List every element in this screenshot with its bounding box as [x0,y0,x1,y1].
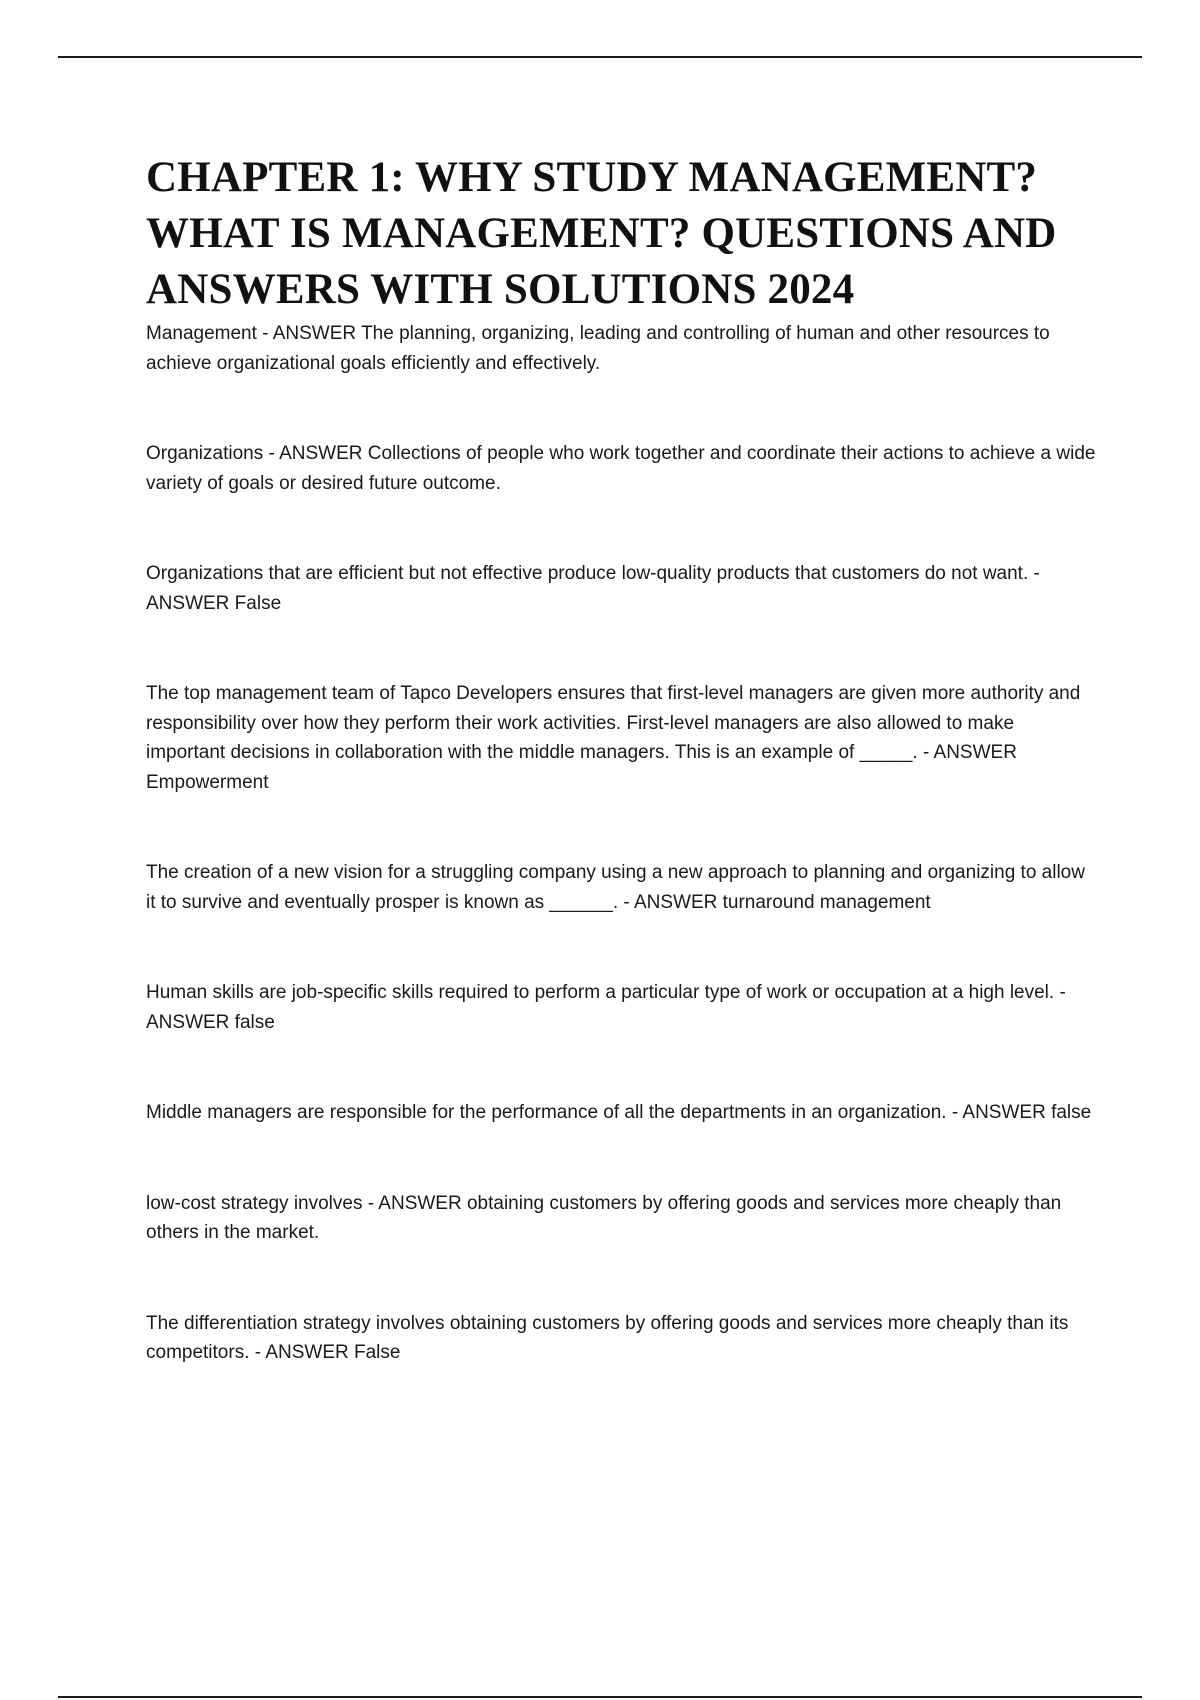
bottom-rule [58,1696,1142,1698]
document-title: CHAPTER 1: WHY STUDY MANAGEMENT? WHAT IS MANAGEMENT? QUESTIONS AND ANSWERS WITH SOLUTIONS 2024 [146,154,1057,313]
qa-entry-organizations: Organizations - ANSWER Collections of people who work together and coordinate their actions to achieve a wide variety of goals or desired future outcome. [146,443,1096,494]
qa-entry-turnaround-management: The creation of a new vision for a struggling company using a new approach to planning and organizing to allow it to survive and eventually prosper is known as ______. - ANSWER turnaround management [146,862,1085,913]
qa-entry-efficient-not-effective: Organizations that are efficient but not effective produce low-quality products that customers do not want. - ANSWER False [146,563,1040,614]
qa-entry-differentiation-strategy: The differentiation strategy involves obtaining customers by offering goods and services more cheaply than its competitors. - ANSWER False [146,1312,1069,1363]
qa-list [146,319,1096,1368]
qa-entry-middle-managers: Middle managers are responsible for the performance of all the departments in an organization. - ANSWER false [146,1102,1092,1123]
top-rule [58,56,1142,58]
qa-entry-human-skills: Human skills are job-specific skills required to perform a particular type of work or occupation at a high level. - ANSWER false [146,982,1066,1033]
qa-entry-management: Management - ANSWER The planning, organizing, leading and controlling of human and other resources to achieve organizational goals efficiently and effectively. [146,323,1050,374]
qa-entry-empowerment: The top management team of Tapco Developers ensures that first-level managers are given more authority and responsibility over how they perform their work activities. First-level managers are also allowed to make important decisions in collaboration with the middle managers. This is an example of _____. - ANSWER Empowerment [146,683,1081,793]
document-body [146,150,1096,1368]
qa-entry-low-cost-strategy: low-cost strategy involves - ANSWER obtaining customers by offering goods and services more cheaply than others in the market. [146,1192,1062,1243]
